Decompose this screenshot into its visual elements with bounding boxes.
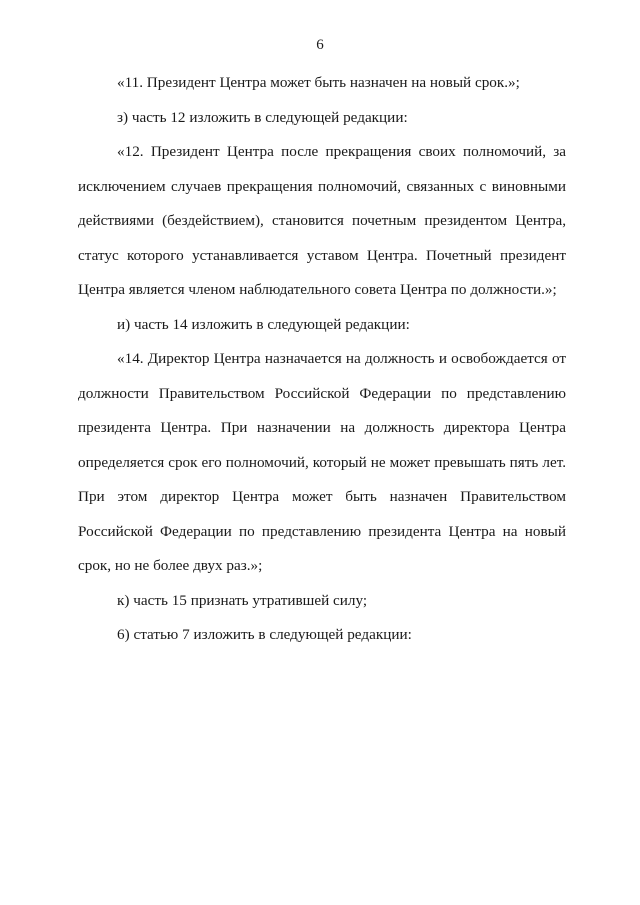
paragraph-amendment-k: к) часть 15 признать утратившей силу; <box>117 591 368 609</box>
paragraph-amendment-i: и) часть 14 изложить в следующей редакции: <box>117 315 410 333</box>
document-body <box>78 66 566 653</box>
paragraph-item-11: «11. Президент Центра может быть назначен на новый срок.»; <box>117 74 520 91</box>
paragraph-item-12: «12. Президент Центра после прекращения своих полномочий, за исключением случаев прекращения полномочий, связанных с виновными действиями (бездействием), становится почетным президентом Центра, статус которого устанавливается уставом Центра. Почетный президент Центра является членом наблюдательного совета Центра по должности.»; <box>78 143 566 298</box>
page-number: 6 <box>316 37 324 53</box>
paragraph-amendment-z: з) часть 12 изложить в следующей редакции: <box>117 108 408 126</box>
paragraph-item-14: «14. Директор Центра назначается на должность и освобождается от должности Правительством Российской Федерации по представлению президента Центра. При назначении на должность директора Центра определяется срок его полномочий, который не может превышать пять лет. При этом директор Центра может быть назначен Правительством Российской Федерации по представлению президента Центра на новый срок, но не более двух раз.»; <box>78 350 566 574</box>
paragraph-amendment-6: 6) статью 7 изложить в следующей редакции: <box>117 626 412 643</box>
